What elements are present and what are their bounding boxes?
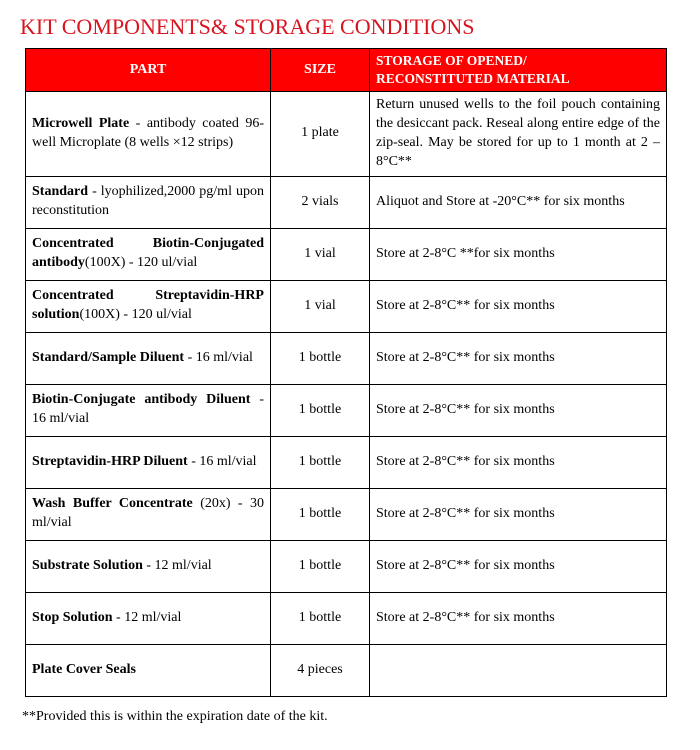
part-name: Concentrated Streptavidin-HRP solution xyxy=(32,288,264,323)
table-row xyxy=(26,488,667,540)
storage-cell: Store at 2-8°C **for six months xyxy=(370,228,667,280)
part-cell xyxy=(26,644,271,696)
part-description: - 12 ml/vial xyxy=(112,609,182,625)
table-row xyxy=(26,228,667,280)
part-name: Wash Buffer Concentrate xyxy=(32,496,193,512)
part-cell xyxy=(26,384,271,436)
size-cell: 2 vials xyxy=(271,176,370,228)
storage-cell: Aliquot and Store at -20°C** for six months xyxy=(370,176,667,228)
table-row xyxy=(26,644,667,696)
column-header-size: SIZE xyxy=(271,49,370,92)
part-cell xyxy=(26,280,271,332)
storage-cell: Store at 2-8°C** for six months xyxy=(370,540,667,592)
size-cell: 1 bottle xyxy=(271,384,370,436)
storage-cell xyxy=(370,644,667,696)
part-description: - 16 ml/vial xyxy=(187,453,257,469)
part-cell xyxy=(26,228,271,280)
part-cell xyxy=(26,540,271,592)
part-description: - 16 ml/vial xyxy=(184,349,253,365)
storage-cell: Store at 2-8°C** for six months xyxy=(370,488,667,540)
table-row xyxy=(26,592,667,644)
storage-cell: Return unused wells to the foil pouch containing the desiccant pack. Reseal along entire edge of the zip-seal. May be stored for up to 1 month at 2 – 8°C** xyxy=(370,92,667,177)
storage-header-line2: RECONSTITUTED MATERIAL xyxy=(376,71,570,86)
kit-components-table xyxy=(25,48,667,697)
table-row xyxy=(26,176,667,228)
size-cell: 1 vial xyxy=(271,228,370,280)
column-header-storage xyxy=(370,49,667,92)
part-name: Plate Cover Seals xyxy=(32,661,136,677)
table-row xyxy=(26,384,667,436)
part-description: (100X) - 120 ul/vial xyxy=(79,307,192,323)
size-cell: 4 pieces xyxy=(271,644,370,696)
part-cell xyxy=(26,592,271,644)
part-cell xyxy=(26,92,271,177)
part-description: - 12 ml/vial xyxy=(142,557,212,573)
storage-cell: Store at 2-8°C** for six months xyxy=(370,332,667,384)
size-cell: 1 vial xyxy=(271,280,370,332)
part-cell xyxy=(26,436,271,488)
page-title: KIT COMPONENTS& STORAGE CONDITIONS xyxy=(20,14,475,39)
part-cell xyxy=(26,176,271,228)
part-cell xyxy=(26,332,271,384)
part-description: (100X) - 120 ul/vial xyxy=(84,255,198,271)
size-cell: 1 bottle xyxy=(271,332,370,384)
storage-cell: Store at 2-8°C** for six months xyxy=(370,436,667,488)
size-cell: 1 bottle xyxy=(271,592,370,644)
part-description: (20x) - 30 ml/vial xyxy=(32,496,264,531)
storage-cell: Store at 2-8°C** for six months xyxy=(370,280,667,332)
table-row xyxy=(26,332,667,384)
part-name: Standard xyxy=(32,184,89,200)
table-header-row xyxy=(26,49,667,92)
storage-cell: Store at 2-8°C** for six months xyxy=(370,592,667,644)
storage-cell: Store at 2-8°C** for six months xyxy=(370,384,667,436)
table-row xyxy=(26,436,667,488)
part-description: - antibody coated 96-well Microplate (8 wells ×12 strips) xyxy=(32,115,264,150)
storage-header-line1: STORAGE OF OPENED/ xyxy=(376,53,527,69)
table-row xyxy=(26,280,667,332)
column-header-part: PART xyxy=(26,49,271,92)
footnote: **Provided this is within the expiration date of the kit. xyxy=(22,709,328,724)
size-cell: 1 plate xyxy=(271,92,370,177)
part-name: Microwell Plate xyxy=(32,115,130,131)
part-name: Standard/Sample Diluent xyxy=(32,349,185,365)
part-description: - lyophilized,2000 pg/ml upon reconstitution xyxy=(32,184,264,219)
size-cell: 1 bottle xyxy=(271,436,370,488)
size-cell: 1 bottle xyxy=(271,488,370,540)
table-row xyxy=(26,92,667,177)
size-cell: 1 bottle xyxy=(271,540,370,592)
part-cell xyxy=(26,488,271,540)
part-description: - 16 ml/vial xyxy=(32,392,264,427)
table-row xyxy=(26,540,667,592)
part-name: Biotin-Conjugate antibody Diluent xyxy=(32,392,251,408)
part-name: Stop Solution xyxy=(32,609,113,625)
part-name: Substrate Solution xyxy=(32,557,143,573)
part-name: Concentrated Biotin-Conjugated antibody xyxy=(32,236,264,271)
part-name: Streptavidin-HRP Diluent xyxy=(32,453,188,469)
